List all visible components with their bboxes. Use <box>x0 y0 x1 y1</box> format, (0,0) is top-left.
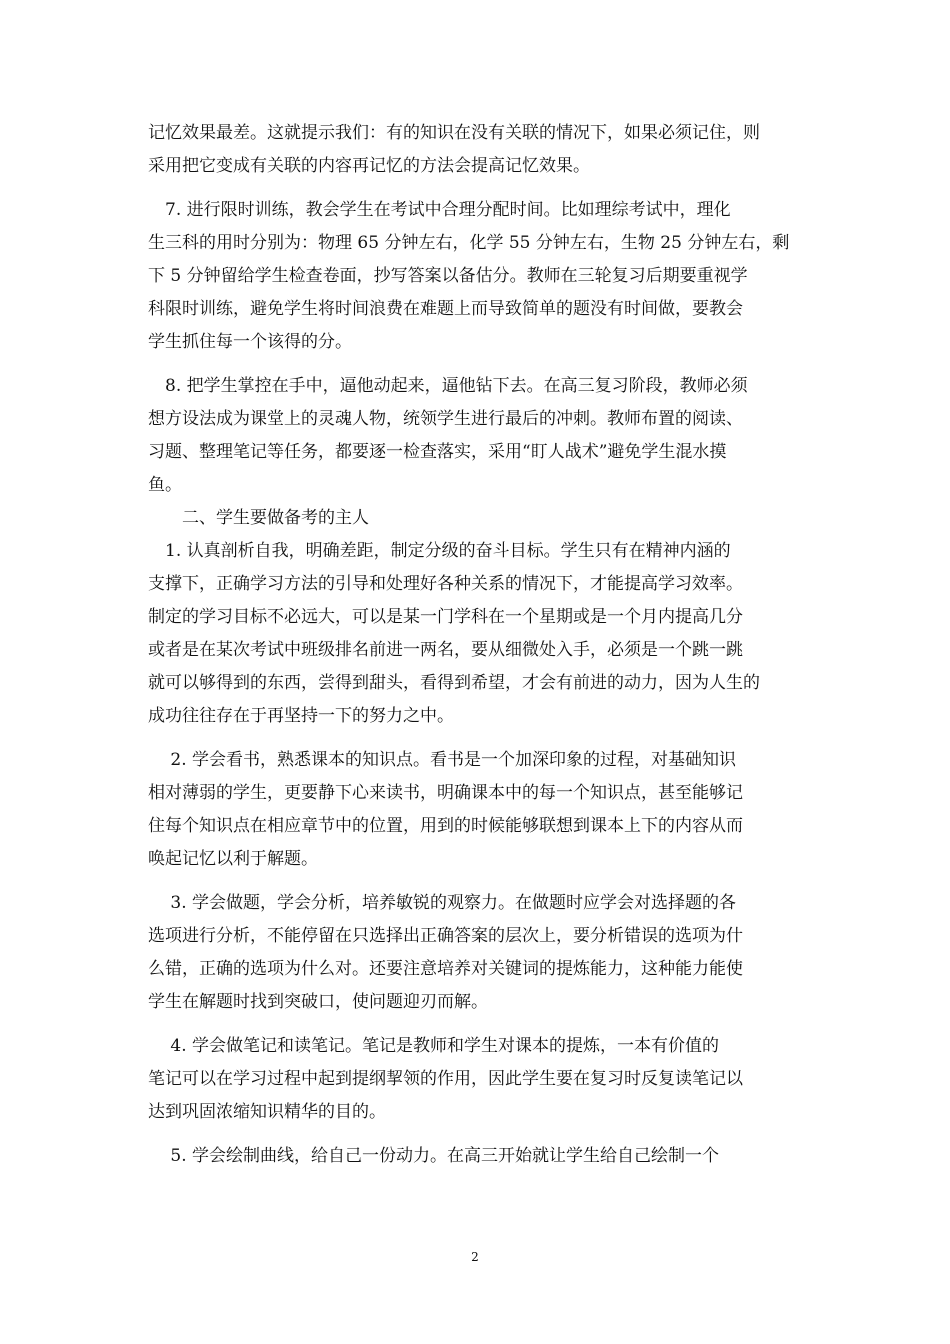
text-line: 学生抓住每一个该得的分。 <box>148 332 352 352</box>
text-line: 记忆效果最差。这就提示我们：有的知识在没有关联的情况下，如果必须记住，则 <box>148 123 760 143</box>
text-line: 学生在解题时找到突破口，使问题迎刃而解。 <box>148 992 488 1012</box>
text-line: 生三科的用时分别为：物理 65 分钟左右，化学 55 分钟左右，生物 25 分钟左右，剩 <box>148 233 790 253</box>
text-line: 2. 学会看书，熟悉课本的知识点。看书是一个加深印象的过程，对基础知识 <box>148 750 737 770</box>
text-line: 下 5 分钟留给学生检查卷面，抄写答案以备估分。教师在三轮复习后期要重视学 <box>148 266 748 286</box>
text-line: 5. 学会绘制曲线，给自己一份动力。在高三开始就让学生给自己绘制一个 <box>148 1146 720 1166</box>
text-line: 或者是在某次考试中班级排名前进一两名，要从细微处入手，必须是一个跳一跳 <box>148 640 743 660</box>
page-number: 2 <box>471 1250 479 1264</box>
text-line: 达到巩固浓缩知识精华的目的。 <box>148 1102 386 1122</box>
text-line: 7. 进行限时训练，教会学生在考试中合理分配时间。比如理综考试中，理化 <box>148 200 731 220</box>
text-line: 住每个知识点在相应章节中的位置，用到的时候能够联想到课本上下的内容从而 <box>148 816 743 836</box>
text-line: 选项进行分析，不能停留在只选择出正确答案的层次上，要分析错误的选项为什 <box>148 926 743 946</box>
text-line: 4. 学会做笔记和读笔记。笔记是教师和学生对课本的提炼，一本有价值的 <box>148 1036 720 1056</box>
text-line: 8. 把学生掌控在手中，逼他动起来，逼他钻下去。在高三复习阶段，教师必须 <box>148 376 748 396</box>
text-line: 相对薄弱的学生，更要静下心来读书，明确课本中的每一个知识点，甚至能够记 <box>148 783 743 803</box>
text-line: 就可以够得到的东西，尝得到甜头，看得到希望，才会有前进的动力，因为人生的 <box>148 673 760 693</box>
text-line: 支撑下，正确学习方法的引导和处理好各种关系的情况下，才能提高学习效率。 <box>148 574 743 594</box>
document-body <box>148 117 810 1173</box>
text-line: 3. 学会做题，学会分析，培养敏锐的观察力。在做题时应学会对选择题的各 <box>148 893 737 913</box>
text-line: 么错，正确的选项为什么对。还要注意培养对关键词的提炼能力，这种能力能使 <box>148 959 743 979</box>
text-line: 1. 认真剖析自我，明确差距，制定分级的奋斗目标。学生只有在精神内涵的 <box>148 541 731 561</box>
text-line: 鱼。 <box>148 475 182 495</box>
text-line: 制定的学习目标不必远大，可以是某一门学科在一个星期或是一个月内提高几分 <box>148 607 743 627</box>
text-line: 想方设法成为课堂上的灵魂人物，统领学生进行最后的冲刺。教师布置的阅读、 <box>148 409 743 429</box>
text-line: 唤起记忆以利于解题。 <box>148 849 318 869</box>
text-line: 成功往往存在于再坚持一下的努力之中。 <box>148 706 454 726</box>
section-heading: 二、学生要做备考的主人 <box>148 508 369 528</box>
text-line: 笔记可以在学习过程中起到提纲挈领的作用，因此学生要在复习时反复读笔记以 <box>148 1069 743 1089</box>
text-line: 科限时训练，避免学生将时间浪费在难题上而导致简单的题没有时间做，要教会 <box>148 299 743 319</box>
text-line: 采用把它变成有关联的内容再记忆的方法会提高记忆效果。 <box>148 156 590 176</box>
text-line: 习题、整理笔记等任务，都要逐一检查落实，采用“盯人战术”避免学生混水摸 <box>148 442 727 462</box>
